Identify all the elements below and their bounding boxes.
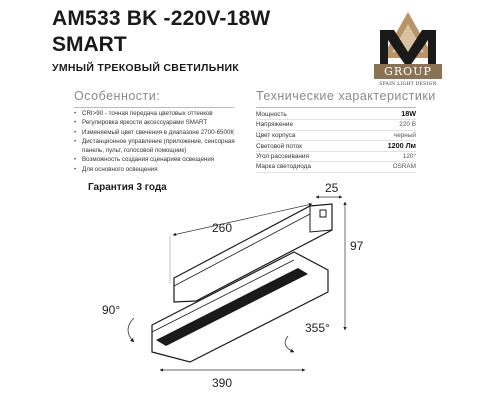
spec-value: 18W: [401, 109, 416, 118]
list-item: • Возможность создания сценариев освещения: [72, 155, 254, 164]
spec-label: Мощность: [256, 111, 287, 118]
spec-value: черный: [393, 131, 416, 139]
list-item: • Изменяемый цвет свечения в диапазоне 2700-6500К: [72, 128, 254, 137]
dim-width-label: 25: [325, 181, 339, 195]
product-subtitle: УМНЫЙ ТРЕКОВЫЙ СВЕТИЛЬНИК: [52, 62, 240, 74]
list-item: • CRI>90 - точная передача цветовых оттенков: [72, 109, 254, 118]
brand-logo: [372, 6, 444, 94]
dim-length-label: 260: [212, 221, 233, 235]
specs-divider: [256, 107, 416, 108]
specs-heading: Технические характеристики: [256, 89, 436, 103]
dim-turn-length-label: 390: [212, 376, 233, 390]
spec-value: OSRAM: [392, 163, 416, 171]
logo-tagline: SPAIN LIGHT DESIGN: [379, 82, 437, 87]
rotation-angle-label: 355°: [305, 321, 330, 335]
warranty-label: Гарантия 3 года: [88, 182, 167, 193]
spec-row-beam-angle: [256, 152, 416, 162]
spec-value: 220 В: [399, 121, 416, 129]
dimension-diagram: [100, 180, 500, 400]
spec-row-color: [256, 131, 416, 141]
spec-label: Марка светодиода: [256, 163, 311, 171]
rotation-arrow-icon: [285, 336, 294, 352]
specs-table: [256, 109, 416, 173]
spec-row-luminous-flux: [256, 141, 416, 152]
spec-row-led-brand: [256, 162, 416, 172]
spec-row-power: [256, 109, 416, 120]
spec-label: Световой поток: [256, 142, 302, 150]
list-item: • Для основного освещения: [72, 165, 254, 174]
spec-value: 1200 Лм: [387, 140, 416, 150]
logo-group-word: GROUP: [374, 64, 442, 79]
spec-label: Цвет корпуса: [256, 131, 296, 139]
tilt-angle-label: 90°: [102, 303, 121, 317]
tilt-arrow-icon: [128, 318, 134, 342]
product-title: AM533 BK -220V-18W: [52, 7, 271, 30]
features-heading: Особенности:: [74, 89, 161, 103]
dim-height-label: 97: [350, 239, 364, 253]
spec-value: 120°: [402, 153, 416, 161]
features-list: [72, 109, 254, 174]
product-title-smart: SMART: [52, 33, 127, 56]
spec-label: Угол рассеивания: [256, 153, 309, 161]
list-item: • Дистанционное управление (приложение, сенсорная панель, пульт, голосовой помощник): [72, 137, 254, 156]
list-item: • Регулировка яркости аксессуарами SMART: [72, 118, 254, 127]
spec-label: Напряжение: [256, 121, 294, 129]
connector-slot: [320, 210, 326, 217]
features-divider: [74, 107, 234, 108]
spec-row-voltage: [256, 120, 416, 130]
